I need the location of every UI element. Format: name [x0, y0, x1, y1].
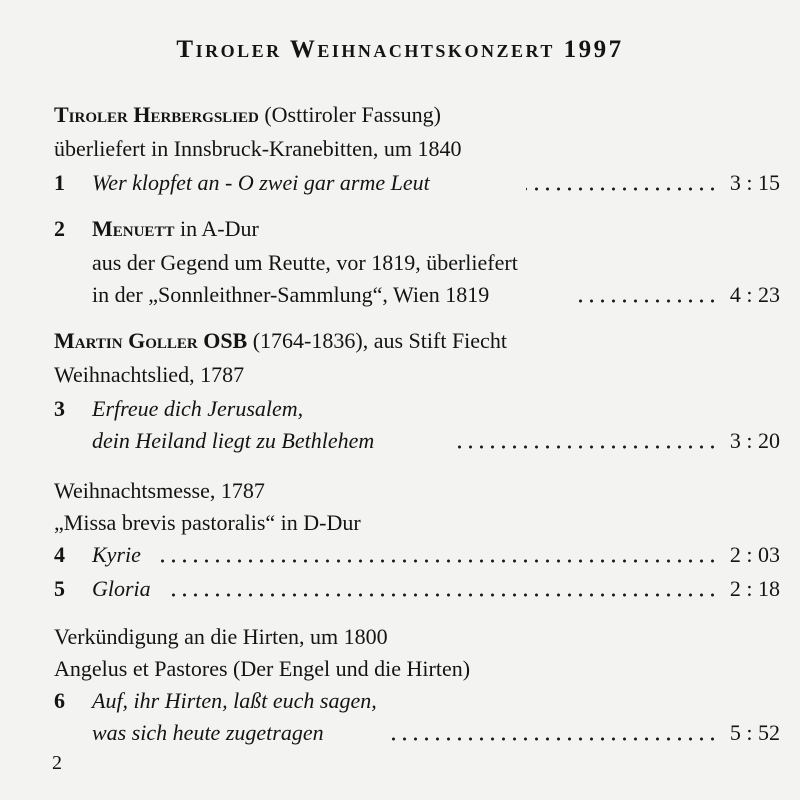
track-duration: 3 : 20 — [729, 428, 780, 453]
track-2-last-line — [54, 282, 780, 312]
track-6 — [54, 688, 780, 718]
track-title: Kyrie — [92, 542, 141, 567]
track-3-second-line — [54, 428, 780, 458]
dot-leader — [526, 186, 718, 192]
track-5 — [54, 576, 780, 606]
track-title: Erfreue dich Jerusalem, — [92, 396, 304, 421]
track-number: 3 — [54, 396, 65, 421]
track-duration: 5 : 52 — [729, 720, 780, 745]
track-title: Wer klopfet an - O zwei gar arme Leut — [92, 170, 430, 195]
herbergslied-title: Tiroler Herbergslied — [54, 102, 259, 127]
track-2-source: in der „Sonnleithner-Sammlung“, Wien 1819 — [92, 282, 490, 307]
dot-leader — [388, 736, 718, 742]
track-title-bold: Menuett — [92, 216, 175, 241]
track-title — [92, 216, 259, 242]
track-duration: 4 : 23 — [729, 282, 780, 307]
track-duration: 3 : 15 — [729, 170, 780, 195]
track-title: Auf, ihr Hirten, laßt euch sagen, — [92, 688, 377, 713]
composer-details: (1764-1836), aus Stift Fiecht — [247, 328, 507, 353]
dot-leader — [574, 298, 718, 304]
work-weihnachtslied: Weihnachtslied, 1787 — [54, 362, 245, 387]
track-title-line2: dein Heiland liegt zu Bethlehem — [92, 428, 375, 453]
track-title-rest: in A-Dur — [174, 216, 259, 241]
track-title-line2: was sich heute zugetragen — [92, 720, 324, 745]
herbergslied-origin: überliefert in Innsbruck-Kranebitten, um 1840 — [54, 136, 462, 161]
track-number: 1 — [54, 170, 65, 195]
work-weihnachtsmesse: Weihnachtsmesse, 1787 — [54, 478, 265, 503]
work-verkuendigung: Verkündigung an die Hirten, um 1800 — [54, 624, 388, 649]
composer-name: Martin Goller OSB — [54, 328, 248, 353]
track-duration: 2 : 03 — [729, 542, 780, 567]
dot-leader — [154, 558, 718, 564]
track-2-origin: aus der Gegend um Reutte, vor 1819, überliefert — [92, 250, 518, 275]
track-3 — [54, 396, 780, 426]
track-number: 6 — [54, 688, 65, 713]
track-2 — [54, 216, 780, 246]
track-duration: 2 : 18 — [729, 576, 780, 601]
track-1 — [54, 170, 780, 200]
dot-leader — [454, 444, 718, 450]
work-weihnachtsmesse-subtitle: „Missa brevis pastoralis“ in D-Dur — [54, 510, 361, 535]
track-title: Gloria — [92, 576, 151, 601]
track-number: 5 — [54, 576, 65, 601]
track-6-second-line — [54, 720, 780, 750]
herbergslied-heading — [54, 102, 441, 128]
track-number: 2 — [54, 216, 65, 241]
track-number: 4 — [54, 542, 65, 567]
goller-heading — [54, 328, 507, 354]
herbergslied-version: (Osttiroler Fassung) — [258, 102, 441, 127]
work-verkuendigung-subtitle: Angelus et Pastores (Der Engel und die Hirten) — [54, 656, 471, 681]
page-title: Tiroler Weihnachtskonzert 1997 — [176, 36, 624, 63]
page-number: 2 — [52, 752, 62, 774]
track-4 — [54, 542, 780, 572]
dot-leader — [166, 592, 718, 598]
